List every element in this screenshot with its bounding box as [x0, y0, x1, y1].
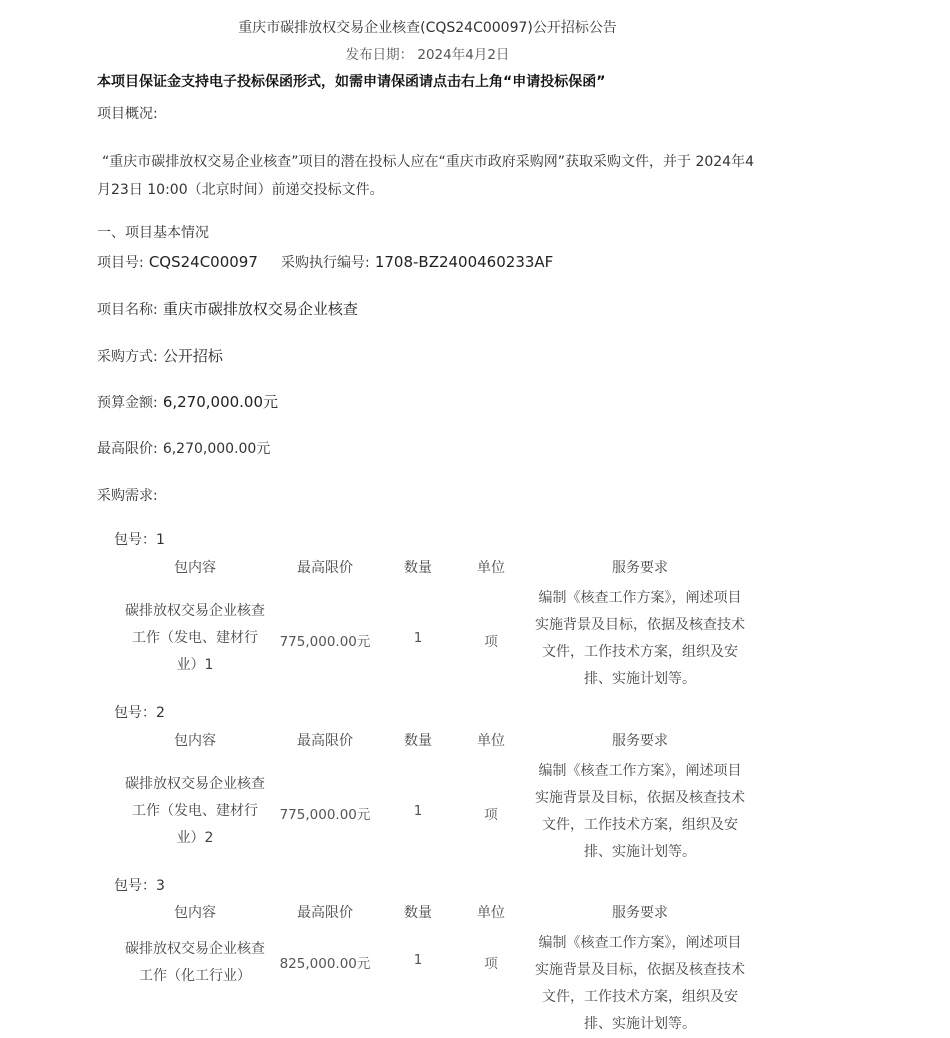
package-max-price: 775,000.00元	[279, 634, 371, 650]
package-quantity: 1	[413, 952, 423, 968]
page-title: 重庆市碳排放权交易企业核查(CQS24C00097)公开招标公告	[238, 20, 617, 36]
header-service: 服务要求	[612, 905, 668, 921]
project-name-row	[97, 298, 358, 319]
exec-number-label: 采购执行编号:	[281, 255, 370, 271]
publish-date-value: 2024年4月2日	[417, 47, 510, 63]
header-unit: 单位	[477, 905, 505, 921]
header-content: 包内容	[174, 733, 216, 749]
budget-value: 6,270,000.00元	[162, 393, 279, 411]
package-unit: 项	[484, 956, 498, 972]
publish-date	[0, 43, 855, 63]
package-unit: 项	[484, 807, 498, 823]
package-max-price: 775,000.00元	[279, 807, 371, 823]
purchase-method-label: 采购方式:	[97, 349, 158, 365]
max-price-row	[97, 438, 270, 458]
header-max-price: 最高限价	[297, 905, 353, 921]
package-service: 编制《核查工作方案》，阐述项目实施背景及目标，依据及核查技术文件，工作技术方案，组织及安排、实施计划等。	[535, 590, 745, 687]
budget-row	[97, 391, 278, 412]
exec-number-value: 1708-BZ2400460233AF	[374, 253, 554, 271]
project-number-value: CQS24C00097	[148, 253, 258, 271]
package-label: 包号：3	[114, 878, 165, 894]
header-quantity: 数量	[404, 733, 432, 749]
header-max-price: 最高限价	[297, 733, 353, 749]
project-name-label: 项目名称:	[97, 302, 158, 318]
header-content: 包内容	[174, 560, 216, 576]
project-number-row	[97, 252, 553, 272]
section1-title: 一、项目基本情况	[97, 225, 209, 241]
project-number-label: 项目号:	[97, 255, 144, 271]
package-content: 碳排放权交易企业核查工作（发电、建材行业）2	[125, 776, 265, 846]
overview-text: “重庆市碳排放权交易企业核查”项目的潜在投标人应在“重庆市政府采购网”获取采购文件，并于 2024年4月23日 10:00（北京时间）前递交投标文件。	[97, 154, 754, 198]
package-max-price: 825,000.00元	[279, 956, 371, 972]
header-quantity: 数量	[404, 905, 432, 921]
header-quantity: 数量	[404, 560, 432, 576]
package-content: 碳排放权交易企业核查工作（发电、建材行业）1	[125, 603, 265, 673]
max-price-label: 最高限价:	[97, 441, 158, 457]
guarantee-notice: 本项目保证金支持电子投标保函形式，如需申请保函请点击右上角“申请投标保函”	[97, 74, 606, 90]
package-label: 包号：2	[114, 705, 165, 721]
header-unit: 单位	[477, 560, 505, 576]
header-service: 服务要求	[612, 733, 668, 749]
demand-label: 采购需求:	[97, 488, 158, 504]
header-unit: 单位	[477, 733, 505, 749]
package-unit: 项	[484, 634, 498, 650]
purchase-method-row	[97, 345, 223, 366]
package-label: 包号：1	[114, 532, 165, 548]
package-service: 编制《核查工作方案》，阐述项目实施背景及目标，依据及核查技术文件，工作技术方案，组织及安排、实施计划等。	[535, 935, 745, 1032]
package-quantity: 1	[413, 803, 423, 819]
package-content: 碳排放权交易企业核查工作（化工行业）	[125, 941, 265, 984]
publish-date-label: 发布日期：	[345, 47, 414, 63]
project-name-value: 重庆市碳排放权交易企业核查	[162, 300, 358, 318]
header-max-price: 最高限价	[297, 560, 353, 576]
package-quantity: 1	[413, 630, 423, 646]
header-service: 服务要求	[612, 560, 668, 576]
overview-label: 项目概况:	[97, 106, 158, 122]
max-price-value: 6,270,000.00元	[162, 441, 271, 457]
budget-label: 预算金额:	[97, 395, 158, 411]
header-content: 包内容	[174, 905, 216, 921]
purchase-method-value: 公开招标	[162, 347, 223, 365]
package-service: 编制《核查工作方案》，阐述项目实施背景及目标，依据及核查技术文件，工作技术方案，组织及安排、实施计划等。	[535, 763, 745, 860]
